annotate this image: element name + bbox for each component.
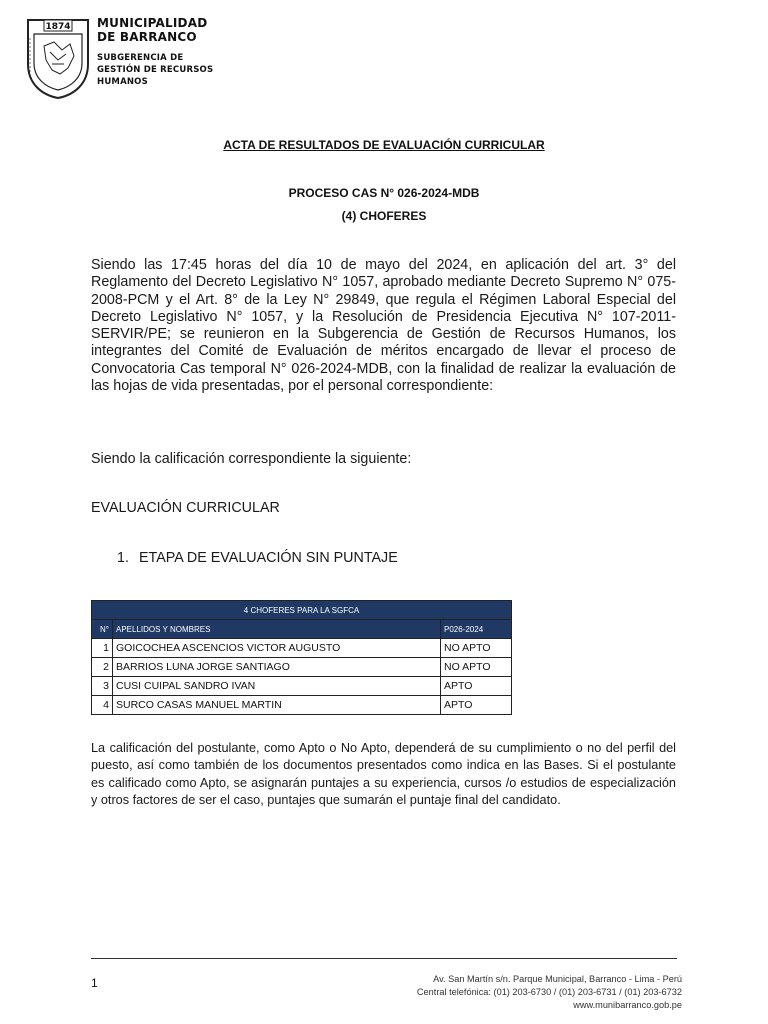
- table-row: [92, 696, 512, 715]
- position-category: (4) CHOFERES: [341, 209, 427, 223]
- rating-intro-paragraph: Siendo la calificación correspondiente la siguiente:: [91, 451, 412, 467]
- table-header-row: [92, 620, 512, 639]
- footer-website: www.munibarranco.gob.pe: [573, 1000, 682, 1010]
- sub-department-line2: GESTIÓN DE RECURSOS: [97, 65, 214, 75]
- table-title-row: [92, 601, 512, 620]
- intro-paragraph: Siendo las 17:45 horas del día 10 de mayo del 2024, en aplicación del art. 3° del Reglamento del Decreto Legislativo N° 1057, aprobado mediante Decreto Supremo N° 075-2008-PCM y el Art. 8° de la Ley N° 29849, que regula el Régimen Laboral Especial del Decreto Legislativo N° 1057, y la Resolución de Presidencia Ejecutiva N° 107-2011-SERVIR/PE; se reunieron en la Subgerencia de Gestión de Recursos Humanos, los integrantes del Comité de Evaluación de méritos encargado de llevar el proceso de Convocatoria Cas temporal N° 026-2024-MDB, con la finalidad de realizar la evaluación de las hojas de vida presentadas, por el personal correspondiente:: [91, 257, 676, 395]
- rating-criteria-paragraph: La calificación del postulante, como Apto o No Apto, dependerá de su cumplimiento o no del perfil del puesto, así como también de los documentos presentados como indica en las Bases. Si el postulante es calificado como Apto, se asignarán puntajes a su experiencia, cursos /o estudios de especialización y otros factores de ser el caso, puntajes que sumarán el puntaje final del candidato.: [91, 741, 676, 807]
- footer-address: Av. San Martín s/n. Parque Municipal, Barranco - Lima - Perú: [433, 974, 682, 984]
- stage-number: 1.: [117, 550, 129, 566]
- org-name-line1: MUNICIPALIDAD: [97, 16, 208, 30]
- seal-year: 1874: [45, 22, 71, 32]
- footer-contact: [417, 973, 682, 1012]
- results-table: [91, 600, 512, 715]
- footer-phones: Central telefónica: (01) 203-6730 / (01) 203-6731 / (01) 203-6732: [416, 987, 682, 997]
- document-title: ACTA DE RESULTADOS DE EVALUACIÓN CURRICULAR: [223, 138, 545, 152]
- sub-department-line3: HUMANOS: [97, 77, 148, 87]
- header-number: N°: [92, 620, 113, 639]
- org-name-line2: DE BARRANCO: [97, 30, 197, 44]
- table-row: [92, 677, 512, 696]
- sub-department-line1: SUBGERENCIA DE: [97, 53, 184, 63]
- row-status: NO APTO: [441, 639, 512, 658]
- municipal-seal-logo: [24, 16, 92, 100]
- process-number: PROCESO CAS N° 026-2024-MDB: [288, 186, 480, 200]
- row-number: 4: [92, 696, 113, 715]
- row-status: APTO: [441, 696, 512, 715]
- row-number: 1: [92, 639, 113, 658]
- row-name: GOICOCHEA ASCENCIOS VICTOR AUGUSTO: [113, 639, 441, 658]
- table-title: 4 CHOFERES PARA LA SGFCA: [92, 601, 512, 620]
- row-status: NO APTO: [441, 658, 512, 677]
- header-name: APELLIDOS Y NOMBRES: [113, 620, 441, 639]
- footer-divider: [91, 958, 677, 959]
- organization-header: [97, 16, 213, 88]
- row-name: CUSI CUIPAL SANDRO IVAN: [113, 677, 441, 696]
- section-heading: EVALUACIÓN CURRICULAR: [91, 500, 280, 516]
- table-row: [92, 639, 512, 658]
- row-name: BARRIOS LUNA JORGE SANTIAGO: [113, 658, 441, 677]
- page-number: 1: [91, 976, 98, 990]
- header-result: P026-2024: [441, 620, 512, 639]
- row-number: 3: [92, 677, 113, 696]
- row-status: APTO: [441, 677, 512, 696]
- row-number: 2: [92, 658, 113, 677]
- table-row: [92, 658, 512, 677]
- stage-heading-text: ETAPA DE EVALUACIÓN SIN PUNTAJE: [139, 550, 398, 566]
- stage-heading: [117, 550, 398, 566]
- row-name: SURCO CASAS MANUEL MARTIN: [113, 696, 441, 715]
